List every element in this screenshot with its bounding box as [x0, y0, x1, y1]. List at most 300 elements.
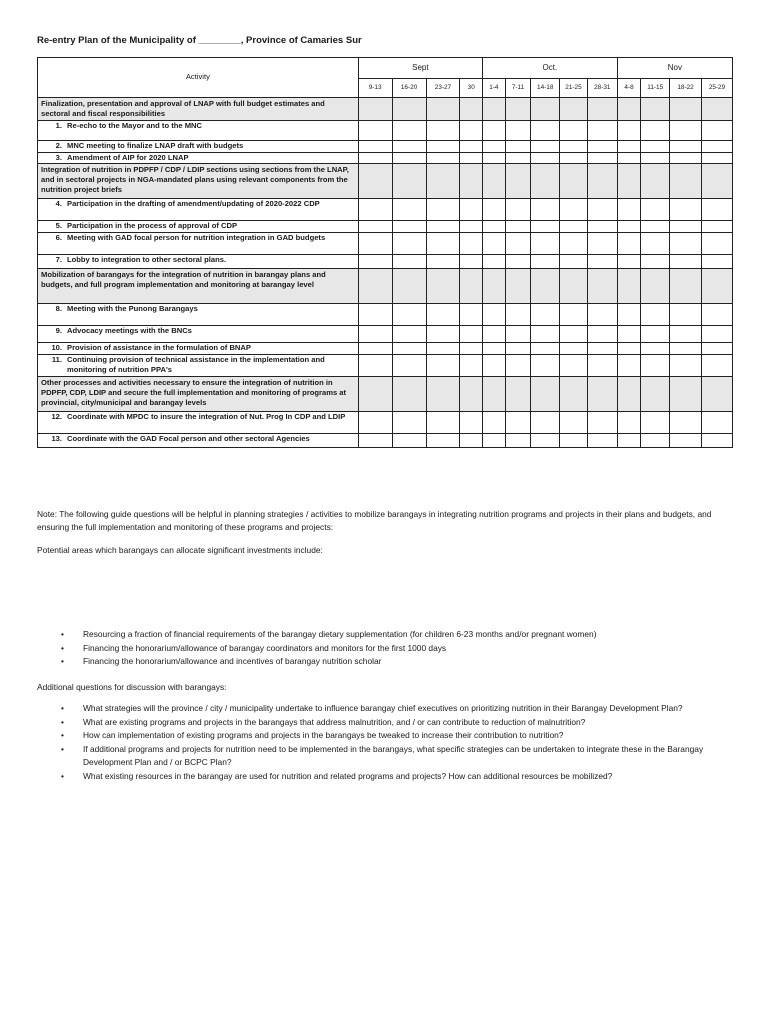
schedule-cell — [392, 412, 426, 434]
bullet-icon: • — [61, 730, 64, 741]
schedule-cell — [358, 326, 392, 343]
schedule-cell — [560, 255, 588, 269]
schedule-cell — [641, 153, 670, 164]
schedule-cell — [460, 355, 483, 377]
week-header: 1-4 — [483, 79, 506, 98]
schedule-cell — [560, 153, 588, 164]
activity-cell — [38, 141, 359, 153]
schedule-cell — [483, 434, 506, 448]
activity-text: Participation in the drafting of amendment/updating of 2020-2022 CDP — [67, 199, 320, 209]
activity-text: Coordinate with MPDC to insure the integration of Nut. Prog In CDP and LDIP — [67, 412, 346, 422]
activity-number: 8. — [55, 304, 62, 314]
schedule-cell — [560, 233, 588, 255]
schedule-cell — [617, 233, 641, 255]
schedule-cell — [641, 164, 670, 199]
schedule-cell — [460, 434, 483, 448]
schedule-cell — [505, 304, 531, 326]
schedule-cell — [426, 153, 460, 164]
schedule-cell — [483, 199, 506, 221]
list-item: • How can implementation of existing programs and projects in the barangays be tweaked to increase their contribution to nutrition? — [57, 729, 727, 743]
schedule-cell — [358, 164, 392, 199]
schedule-cell — [358, 141, 392, 153]
schedule-cell — [670, 164, 702, 199]
schedule-cell — [460, 153, 483, 164]
schedule-cell — [358, 434, 392, 448]
additional-questions-list — [57, 702, 727, 784]
week-header: 14-18 — [531, 79, 560, 98]
schedule-cell — [701, 233, 732, 255]
schedule-cell — [426, 326, 460, 343]
schedule-cell — [483, 153, 506, 164]
section-title: Finalization, presentation and approval of LNAP with full budget estimates and sectoral and fiscal responsibilities — [38, 98, 359, 121]
schedule-cell — [670, 304, 702, 326]
activity-number: 2. — [55, 141, 62, 151]
schedule-cell — [560, 355, 588, 377]
list-item: • What existing resources in the barangay are used for nutrition and related programs and projects? How can additional resources be mobilized? — [57, 770, 727, 784]
schedule-cell — [617, 141, 641, 153]
schedule-cell — [358, 121, 392, 141]
schedule-cell — [460, 121, 483, 141]
schedule-cell — [426, 98, 460, 121]
list-item: • What are existing programs and projects in the barangays that address malnutrition, and / or can contribute to reduction of malnutrition? — [57, 716, 727, 730]
activity-text: Lobby to integration to other sectoral plans. — [67, 255, 227, 265]
schedule-cell — [358, 255, 392, 269]
schedule-cell — [460, 412, 483, 434]
schedule-cell — [483, 304, 506, 326]
schedule-cell — [483, 221, 506, 233]
list-item: • Financing the honorarium/allowance of barangay coordinators and monitors for the first 1000 days — [57, 642, 727, 656]
schedule-cell — [531, 412, 560, 434]
potential-areas-intro: Potential areas which barangays can allocate significant investments include: — [37, 545, 323, 555]
schedule-cell — [531, 434, 560, 448]
schedule-cell — [483, 269, 506, 304]
activity-row — [38, 434, 733, 448]
activity-cell — [38, 255, 359, 269]
week-header: 16-20 — [392, 79, 426, 98]
schedule-cell — [460, 164, 483, 199]
schedule-cell — [701, 121, 732, 141]
schedule-cell — [617, 326, 641, 343]
schedule-cell — [392, 153, 426, 164]
schedule-cell — [560, 164, 588, 199]
reentry-plan-table — [37, 57, 733, 448]
schedule-cell — [483, 164, 506, 199]
schedule-cell — [641, 199, 670, 221]
week-header: 7-11 — [505, 79, 531, 98]
schedule-cell — [560, 121, 588, 141]
schedule-cell — [460, 343, 483, 355]
schedule-cell — [392, 326, 426, 343]
activity-row — [38, 141, 733, 153]
schedule-cell — [701, 164, 732, 199]
schedule-cell — [641, 98, 670, 121]
schedule-cell — [426, 434, 460, 448]
schedule-cell — [587, 199, 617, 221]
schedule-cell — [641, 269, 670, 304]
week-header: 30 — [460, 79, 483, 98]
activity-row — [38, 326, 733, 343]
schedule-cell — [531, 355, 560, 377]
schedule-cell — [701, 434, 732, 448]
schedule-cell — [617, 343, 641, 355]
schedule-cell — [587, 141, 617, 153]
schedule-cell — [531, 141, 560, 153]
schedule-cell — [483, 141, 506, 153]
activity-cell — [38, 304, 359, 326]
schedule-cell — [560, 141, 588, 153]
schedule-cell — [392, 434, 426, 448]
schedule-cell — [426, 121, 460, 141]
schedule-cell — [392, 255, 426, 269]
guide-note: Note: The following guide questions will be helpful in planning strategies / activities to mobilize barangays in integrating nutrition programs and projects in their plans and budgets, and ensuring the full implementation and monitoring of these programs and projects: — [37, 509, 712, 533]
schedule-cell — [426, 377, 460, 412]
schedule-cell — [460, 141, 483, 153]
schedule-cell — [617, 304, 641, 326]
schedule-cell — [426, 255, 460, 269]
schedule-cell — [560, 343, 588, 355]
schedule-cell — [617, 269, 641, 304]
schedule-cell — [460, 221, 483, 233]
schedule-cell — [701, 153, 732, 164]
week-header: 23-27 — [426, 79, 460, 98]
activity-row — [38, 255, 733, 269]
schedule-cell — [531, 121, 560, 141]
schedule-cell — [505, 434, 531, 448]
schedule-cell — [560, 412, 588, 434]
schedule-cell — [670, 98, 702, 121]
schedule-cell — [560, 304, 588, 326]
activity-number: 7. — [55, 255, 62, 265]
schedule-cell — [560, 377, 588, 412]
list-item: • Resourcing a fraction of financial requirements of the barangay dietary supplementation (for children 6-23 months and/or pregnant women) — [57, 628, 727, 642]
schedule-cell — [587, 412, 617, 434]
activity-cell — [38, 412, 359, 434]
schedule-cell — [641, 377, 670, 412]
schedule-cell — [617, 255, 641, 269]
activity-row — [38, 355, 733, 377]
schedule-cell — [392, 199, 426, 221]
additional-questions-heading: Additional questions for discussion with barangays: — [37, 682, 227, 692]
schedule-cell — [617, 98, 641, 121]
activity-cell — [38, 221, 359, 233]
schedule-cell — [460, 255, 483, 269]
schedule-cell — [641, 326, 670, 343]
schedule-cell — [392, 343, 426, 355]
schedule-cell — [505, 412, 531, 434]
schedule-cell — [460, 233, 483, 255]
schedule-cell — [505, 164, 531, 199]
schedule-cell — [701, 98, 732, 121]
bullet-icon: • — [61, 771, 64, 782]
schedule-cell — [531, 98, 560, 121]
schedule-cell — [617, 434, 641, 448]
schedule-cell — [587, 326, 617, 343]
schedule-cell — [358, 355, 392, 377]
bullet-icon: • — [61, 703, 64, 713]
activity-text: MNC meeting to finalize LNAP draft with budgets — [67, 141, 244, 151]
activity-row — [38, 304, 733, 326]
month-header-row — [38, 58, 733, 79]
schedule-cell — [483, 233, 506, 255]
activity-text: Meeting with the Punong Barangays — [67, 304, 198, 314]
schedule-cell — [587, 153, 617, 164]
schedule-cell — [670, 221, 702, 233]
activity-row — [38, 233, 733, 255]
activity-row — [38, 121, 733, 141]
schedule-cell — [587, 121, 617, 141]
schedule-cell — [587, 355, 617, 377]
schedule-cell — [617, 221, 641, 233]
schedule-cell — [701, 355, 732, 377]
schedule-cell — [701, 343, 732, 355]
schedule-cell — [358, 269, 392, 304]
bullet-icon: • — [61, 629, 64, 639]
schedule-cell — [392, 377, 426, 412]
bullet-icon: • — [61, 716, 64, 727]
month-header-oct: Oct. — [483, 58, 618, 79]
schedule-cell — [670, 153, 702, 164]
schedule-cell — [670, 343, 702, 355]
schedule-cell — [641, 221, 670, 233]
schedule-cell — [392, 233, 426, 255]
schedule-cell — [587, 304, 617, 326]
schedule-cell — [531, 304, 560, 326]
schedule-cell — [460, 98, 483, 121]
schedule-cell — [641, 255, 670, 269]
schedule-cell — [560, 326, 588, 343]
schedule-cell — [460, 377, 483, 412]
schedule-cell — [483, 355, 506, 377]
activity-text: Amendment of AIP for 2020 LNAP — [67, 153, 189, 163]
schedule-cell — [587, 377, 617, 412]
schedule-cell — [505, 121, 531, 141]
week-header: 11-15 — [641, 79, 670, 98]
month-header-sept: Sept — [358, 58, 482, 79]
schedule-cell — [670, 412, 702, 434]
schedule-cell — [617, 199, 641, 221]
schedule-cell — [587, 164, 617, 199]
schedule-cell — [505, 98, 531, 121]
schedule-cell — [358, 233, 392, 255]
month-header-nov: Nov — [617, 58, 732, 79]
activity-number: 1. — [55, 121, 62, 131]
schedule-cell — [505, 221, 531, 233]
document-title: Re-entry Plan of the Municipality of ________, Province of Camaries Sur — [37, 35, 362, 46]
schedule-cell — [701, 141, 732, 153]
schedule-cell — [641, 141, 670, 153]
activity-text: Coordinate with the GAD Focal person and other sectoral Agencies — [67, 434, 310, 444]
activity-row — [38, 412, 733, 434]
schedule-cell — [641, 412, 670, 434]
schedule-cell — [426, 233, 460, 255]
week-header: 25-29 — [701, 79, 732, 98]
activity-header: Activity — [38, 58, 359, 98]
activity-cell — [38, 434, 359, 448]
schedule-cell — [531, 377, 560, 412]
week-header: 18-22 — [670, 79, 702, 98]
schedule-cell — [358, 199, 392, 221]
schedule-cell — [587, 343, 617, 355]
activity-text: Meeting with GAD focal person for nutrition integration in GAD budgets — [67, 233, 326, 243]
schedule-cell — [587, 269, 617, 304]
activity-row — [38, 199, 733, 221]
schedule-cell — [617, 121, 641, 141]
schedule-cell — [531, 221, 560, 233]
schedule-cell — [560, 269, 588, 304]
activity-number: 13. — [51, 434, 62, 444]
schedule-cell — [426, 141, 460, 153]
schedule-cell — [483, 255, 506, 269]
schedule-cell — [358, 221, 392, 233]
schedule-cell — [505, 269, 531, 304]
schedule-cell — [531, 199, 560, 221]
activity-cell — [38, 326, 359, 343]
activity-row — [38, 153, 733, 164]
schedule-cell — [670, 355, 702, 377]
list-item: • What strategies will the province / city / municipality undertake to influence barangay chief executives on prioritizing nutrition in their Barangay Development Plan? — [57, 702, 727, 716]
schedule-cell — [670, 377, 702, 412]
schedule-cell — [641, 343, 670, 355]
section-row — [38, 164, 733, 199]
schedule-cell — [426, 343, 460, 355]
schedule-cell — [587, 434, 617, 448]
potential-areas-list — [57, 628, 727, 669]
schedule-cell — [358, 304, 392, 326]
schedule-cell — [505, 199, 531, 221]
schedule-cell — [505, 343, 531, 355]
schedule-cell — [670, 326, 702, 343]
schedule-cell — [426, 269, 460, 304]
schedule-cell — [701, 269, 732, 304]
schedule-cell — [505, 153, 531, 164]
schedule-cell — [426, 304, 460, 326]
schedule-cell — [531, 153, 560, 164]
schedule-cell — [670, 199, 702, 221]
bullet-icon: • — [61, 743, 64, 754]
activity-number: 11. — [51, 355, 62, 365]
activity-text: Advocacy meetings with the BNCs — [67, 326, 192, 336]
bullet-icon: • — [61, 656, 64, 667]
schedule-cell — [358, 153, 392, 164]
schedule-cell — [392, 121, 426, 141]
activity-number: 10. — [51, 343, 62, 353]
schedule-cell — [483, 98, 506, 121]
section-row — [38, 98, 733, 121]
schedule-cell — [531, 255, 560, 269]
list-item: • Financing the honorarium/allowance and incentives of barangay nutrition scholar — [57, 655, 727, 669]
schedule-cell — [560, 98, 588, 121]
schedule-cell — [426, 355, 460, 377]
schedule-cell — [701, 199, 732, 221]
schedule-cell — [531, 233, 560, 255]
schedule-cell — [505, 355, 531, 377]
activity-number: 5. — [55, 221, 62, 231]
activity-cell — [38, 233, 359, 255]
schedule-cell — [587, 233, 617, 255]
schedule-cell — [560, 221, 588, 233]
schedule-cell — [392, 141, 426, 153]
schedule-cell — [670, 121, 702, 141]
section-row — [38, 377, 733, 412]
schedule-cell — [483, 121, 506, 141]
activity-cell — [38, 121, 359, 141]
schedule-cell — [641, 304, 670, 326]
section-title: Other processes and activities necessary to ensure the integration of nutrition in PDPFP, CDP, LDIP and secure the full implementation and monitoring of programs at provincial, city/municipal and barangay levels — [38, 377, 359, 412]
schedule-cell — [505, 141, 531, 153]
schedule-cell — [531, 326, 560, 343]
schedule-cell — [670, 434, 702, 448]
activity-cell — [38, 153, 359, 164]
schedule-cell — [392, 98, 426, 121]
activity-text: Provision of assistance in the formulation of BNAP — [67, 343, 251, 353]
schedule-cell — [483, 326, 506, 343]
schedule-cell — [560, 434, 588, 448]
activity-number: 9. — [55, 326, 62, 336]
schedule-cell — [587, 98, 617, 121]
schedule-cell — [505, 326, 531, 343]
activity-row — [38, 221, 733, 233]
activity-cell — [38, 355, 359, 377]
week-header: 9-13 — [358, 79, 392, 98]
schedule-cell — [505, 255, 531, 269]
section-row — [38, 269, 733, 304]
schedule-cell — [483, 412, 506, 434]
activity-text: Participation in the process of approval of CDP — [67, 221, 238, 231]
week-header: 21-25 — [560, 79, 588, 98]
schedule-cell — [483, 343, 506, 355]
schedule-cell — [460, 269, 483, 304]
schedule-cell — [531, 269, 560, 304]
schedule-cell — [531, 343, 560, 355]
schedule-cell — [460, 304, 483, 326]
schedule-cell — [641, 121, 670, 141]
schedule-cell — [701, 304, 732, 326]
activity-text: Continuing provision of technical assistance in the implementation and monitoring of nutrition PPA's — [67, 355, 325, 375]
activity-number: 4. — [55, 199, 62, 209]
schedule-cell — [358, 377, 392, 412]
schedule-cell — [701, 255, 732, 269]
schedule-cell — [587, 221, 617, 233]
schedule-cell — [701, 326, 732, 343]
schedule-cell — [392, 304, 426, 326]
schedule-cell — [701, 412, 732, 434]
activity-text: Re-echo to the Mayor and to the MNC — [67, 121, 203, 131]
schedule-cell — [701, 221, 732, 233]
schedule-cell — [426, 164, 460, 199]
schedule-cell — [392, 221, 426, 233]
schedule-cell — [701, 377, 732, 412]
schedule-cell — [358, 343, 392, 355]
schedule-cell — [426, 412, 460, 434]
schedule-cell — [426, 221, 460, 233]
schedule-cell — [505, 377, 531, 412]
activity-row — [38, 343, 733, 355]
schedule-cell — [617, 377, 641, 412]
schedule-cell — [392, 269, 426, 304]
schedule-cell — [483, 377, 506, 412]
schedule-cell — [670, 255, 702, 269]
schedule-cell — [505, 233, 531, 255]
week-header: 4-8 — [617, 79, 641, 98]
schedule-cell — [670, 269, 702, 304]
list-item: • If additional programs and projects for nutrition need to be implemented in the barangays, what specific strategies can be undertaken to integrate these in the Barangay Development Plan and / or BCPC Plan? — [61, 743, 704, 768]
activity-cell — [38, 343, 359, 355]
schedule-cell — [392, 164, 426, 199]
section-title: Integration of nutrition in PDPFP / CDP / LDIP sections using sections from the LNAP, and in sectoral projects in NGA-mandated plans using relevant components from the nutrition project briefs — [38, 164, 359, 199]
schedule-cell — [617, 355, 641, 377]
schedule-cell — [460, 199, 483, 221]
plan-table-body — [38, 98, 733, 448]
